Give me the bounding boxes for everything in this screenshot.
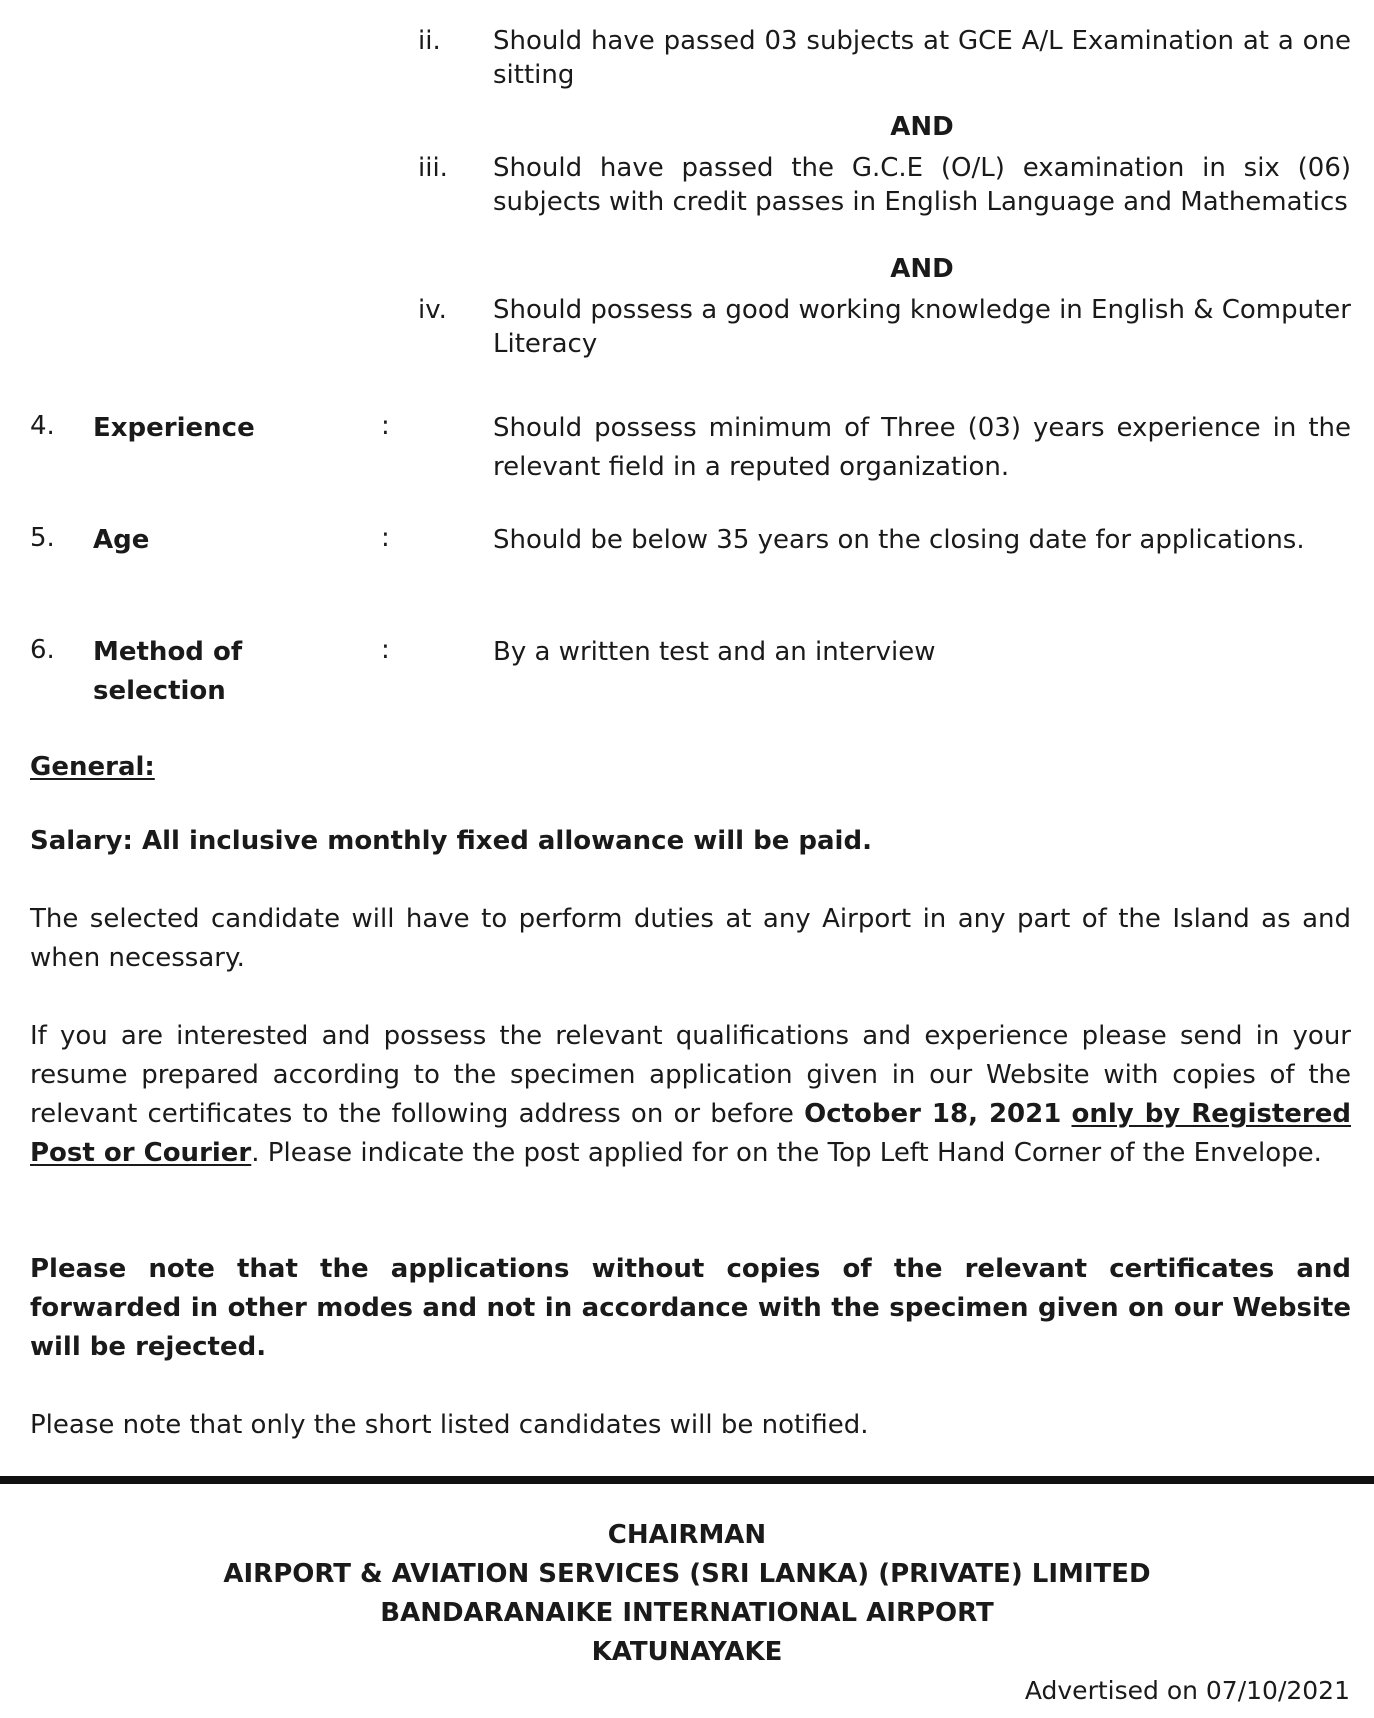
advertised-date: Advertised on 07/10/2021 — [1024, 1676, 1350, 1705]
application-paragraph — [30, 1017, 1351, 1173]
duties-paragraph: The selected candidate will have to perform duties at any Airport in any part of the Island as and when necessary. — [30, 904, 1351, 973]
salary-statement: Salary: All inclusive monthly fixed allowance will be paid. — [30, 826, 872, 856]
application-space — [1061, 1099, 1071, 1129]
footer-organization: AIRPORT & AVIATION SERVICES (SRI LANKA) (PRIVATE) LIMITED — [223, 1559, 1151, 1589]
footer-title: CHAIRMAN — [607, 1520, 767, 1550]
general-heading: General: — [30, 752, 155, 782]
item-colon: : — [381, 523, 390, 553]
divider-rule — [0, 1476, 1374, 1484]
footer-location: BANDARANAIKE INTERNATIONAL AIRPORT — [380, 1598, 994, 1628]
and-connector: AND — [890, 112, 954, 142]
item-value: Should possess minimum of Three (03) years experience in the relevant field in a reputed organization. — [493, 413, 1351, 482]
item-label: Method of selection — [93, 637, 243, 706]
item-number: 5. — [30, 523, 55, 553]
submission-method: only by Registered Post or Courier — [30, 1099, 1351, 1168]
qualification-number: iv. — [418, 295, 447, 325]
qualification-number: ii. — [418, 26, 441, 56]
qualification-text: Should possess a good working knowledge in English & Computer Literacy — [493, 295, 1351, 359]
application-text-end: . Please indicate the post applied for on the Top Left Hand Corner of the Envelope. — [251, 1138, 1322, 1168]
qualification-number: iii. — [418, 153, 448, 183]
item-colon: : — [381, 635, 390, 665]
item-label: Experience — [93, 413, 255, 443]
item-value: By a written test and an interview — [493, 637, 936, 667]
item-number: 6. — [30, 635, 55, 665]
footer-city: KATUNAYAKE — [591, 1637, 783, 1667]
item-colon: : — [381, 411, 390, 441]
rejection-note: Please note that the applications without copies of the relevant certificates and forwarded in other modes and not in accordance with the specimen given on our Website will be rejected. — [30, 1254, 1351, 1362]
closing-date: October 18, 2021 — [804, 1099, 1062, 1129]
qualification-text: Should have passed the G.C.E (O/L) examination in six (06) subjects with credit passes in English Language and Mathematics — [493, 153, 1351, 217]
shortlist-note: Please note that only the short listed candidates will be notified. — [30, 1410, 869, 1440]
item-number: 4. — [30, 411, 55, 441]
qualification-text: Should have passed 03 subjects at GCE A/L Examination at a one sitting — [493, 26, 1351, 90]
application-text: If you are interested and possess the relevant qualifications and experience please send in your resume prepared according to the specimen application given in our Website with copies of the relevant certificates to the following address on or before — [30, 1021, 1351, 1129]
item-label: Age — [93, 525, 150, 555]
and-connector: AND — [890, 254, 954, 284]
item-value: Should be below 35 years on the closing date for applications. — [493, 525, 1305, 555]
